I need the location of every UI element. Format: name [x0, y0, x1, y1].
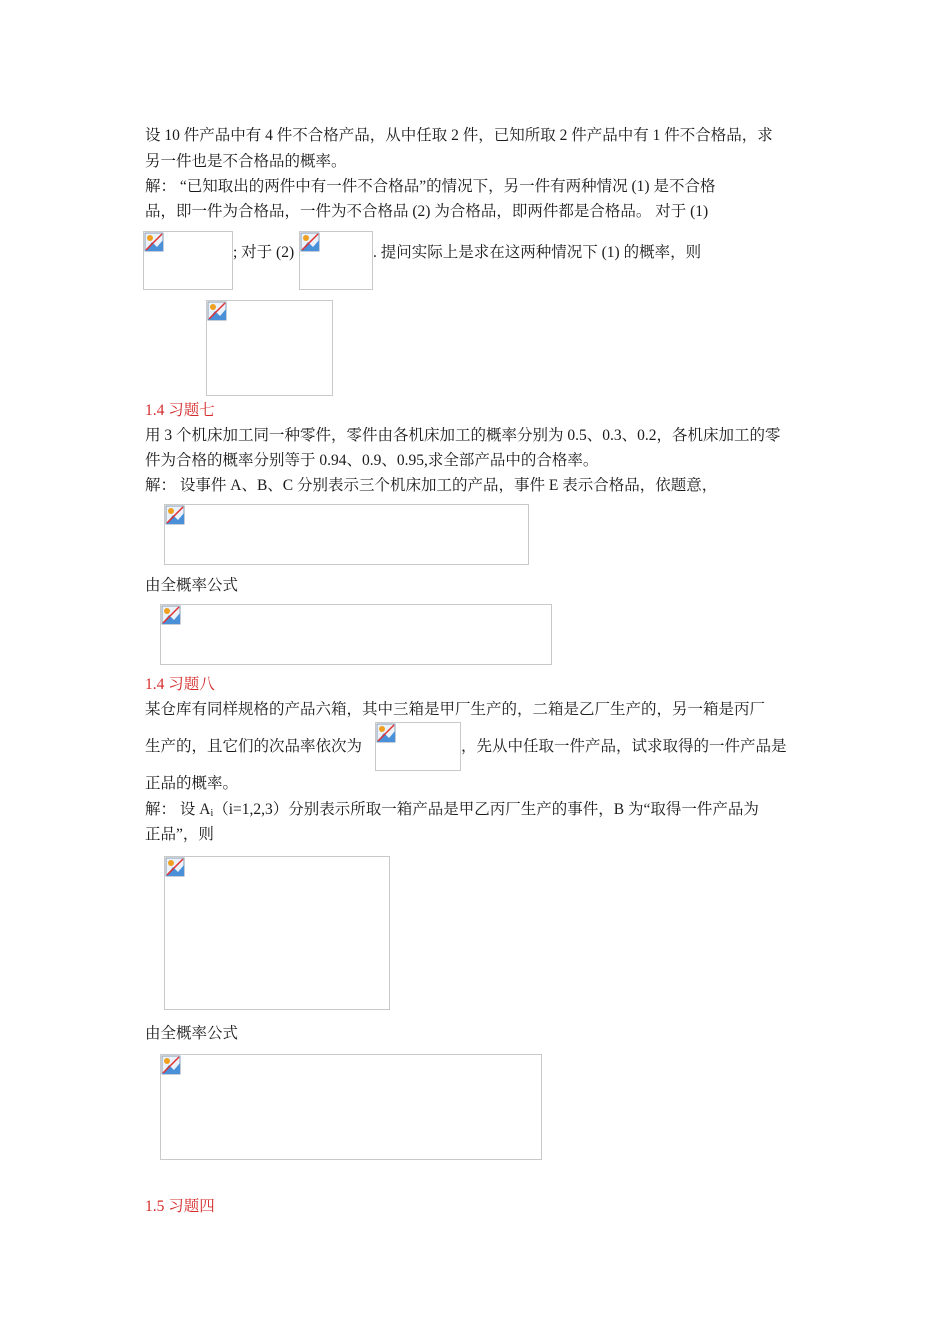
paragraph-line: 由全概率公式	[145, 577, 239, 594]
paragraph-line: ; 对于 (2)	[233, 244, 295, 261]
broken-image-icon	[144, 232, 164, 252]
paragraph-line: 另一件也是不合格品的概率。	[145, 153, 347, 170]
broken-image-icon	[300, 232, 320, 252]
paragraph-line: 由全概率公式	[145, 1025, 239, 1042]
formula-image	[160, 604, 552, 665]
broken-image-icon	[376, 723, 396, 743]
paragraph-line: 生产的，且它们的次品率依次为	[145, 738, 363, 755]
formula-image	[299, 231, 373, 290]
paragraph-line: 件为合格的概率分别等于 0.94、0.9、0.95,求全部产品中的合格率。	[145, 452, 599, 469]
formula-image	[143, 231, 233, 290]
paragraph-line: 解： 设事件 A、B、C 分别表示三个机床加工的产品，事件 E 表示合格品，依题意，	[145, 477, 718, 494]
broken-image-icon	[165, 857, 185, 877]
formula-image	[160, 1054, 542, 1160]
formula-image	[206, 300, 333, 396]
paragraph-line: ，先从中任取一件产品，试求取得的一件产品是	[461, 738, 787, 755]
text-span: （i=1,2,3）分别表示所取一箱产品是甲乙丙厂生产的事件，B 为“取得一件产品为	[213, 801, 759, 818]
formula-image	[164, 856, 390, 1010]
section-heading: 1.5 习题四	[145, 1198, 215, 1215]
paragraph-line	[145, 800, 759, 824]
paragraph-line: 正品的概率。	[145, 775, 239, 792]
broken-image-icon	[207, 301, 227, 321]
section-heading: 1.4 习题八	[145, 676, 215, 693]
paragraph-line: . 提问实际上是求在这两种情况下 (1) 的概率，则	[373, 244, 702, 261]
broken-image-icon	[161, 605, 181, 625]
broken-image-icon	[165, 505, 185, 525]
broken-image-icon	[161, 1055, 181, 1075]
text-span: 解： 设 A	[145, 801, 211, 818]
formula-image	[375, 722, 461, 771]
paragraph-line: 用 3 个机床加工同一种零件，零件由各机床加工的概率分别为 0.5、0.3、0.2，各机床加工的零	[145, 427, 781, 444]
subscript: i	[210, 808, 214, 819]
paragraph-line: 设 10 件产品中有 4 件不合格产品，从中任取 2 件，已知所取 2 件产品中有 1 件不合格品，求	[145, 127, 773, 144]
paragraph-line: 解： “已知取出的两件中有一件不合格品”的情况下，另一件有两种情况 (1) 是不合格	[145, 178, 716, 195]
paragraph-line: 某仓库有同样规格的产品六箱，其中三箱是甲厂生产的，二箱是乙厂生产的，另一箱是丙厂	[145, 701, 766, 718]
section-heading: 1.4 习题七	[145, 402, 215, 419]
paragraph-line: 品，即一件为合格品，一件为不合格品 (2) 为合格品，即两件都是合格品。 对于 (1)	[145, 203, 709, 220]
formula-image	[164, 504, 529, 565]
paragraph-line: 正品”，则	[145, 826, 214, 843]
